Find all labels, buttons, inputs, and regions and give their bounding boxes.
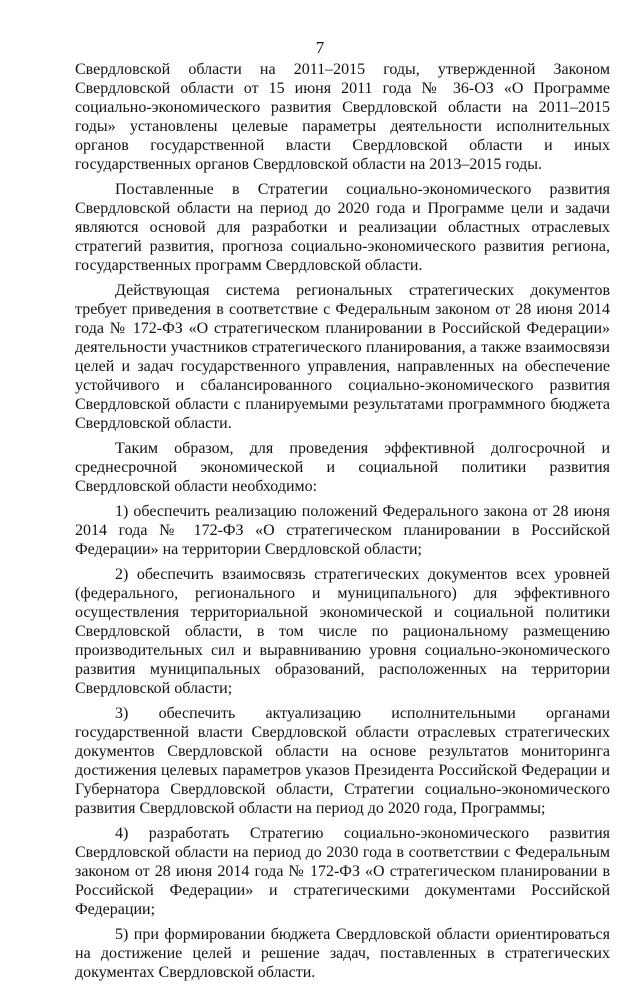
- list-item: 4) разработать Стратегию социально-экономического развития Свердловской области на период до 2030 года в соответствии с Федеральным законом от 28 июня 2014 года № 172-ФЗ «О стратегическом планировании в Российской Федерации» и стратегическими документами Российской Федерации;: [75, 825, 610, 918]
- list-item: 3) обеспечить актуализацию исполнительными органами государственной власти Свердловской области отраслевых стратегических документов Свердловской области на основе результатов мониторинга достижения целевых параметров указов Президента Российской Федерации и Губернатора Свердловской области, Стратегии социально-экономического развития Свердловской области на период до 2020 года, Программы;: [75, 705, 610, 817]
- document-body: [75, 60, 610, 988]
- paragraph: Поставленные в Стратегии социально-экономического развития Свердловской области на период до 2020 года и Программе цели и задачи являются основой для разработки и реализации областных отраслевых стратегий развития, прогноза социально-экономического развития региона, государственных программ Свердловской области.: [75, 181, 610, 274]
- paragraph: Свердловской области на 2011–2015 годы, утвержденной Законом Свердловской области от 15 июня 2011 года № 36-ОЗ «О Программе социально-экономического развития Свердловской области на 2011–2015 годы» установлены целевые параметры деятельности исполнительных органов государственной власти Свердловской области и иных государственных органов Свердловской области на 2013–2015 годы.: [75, 61, 610, 173]
- paragraph: Действующая система региональных стратегических документов требует приведения в соответствие с Федеральным законом от 28 июня 2014 года № 172-ФЗ «О стратегическом планировании в Российской Федерации» деятельности участников стратегического планирования, а также взаимосвязи целей и задач государственного управления, направленных на обеспечение устойчивого и сбалансированного социально-экономического развития Свердловской области с планируемыми результатами программного бюджета Свердловской области.: [75, 282, 610, 432]
- list-item: 2) обеспечить взаимосвязь стратегических документов всех уровней (федерального, регионального и муниципального) для эффективного осуществления территориальной экономической и социальной политики Свердловской области, в том числе по рациональному размещению производительных сил и выравниванию уровня социально-экономического развития муниципальных образований, расположенных на территории Свердловской области;: [75, 566, 610, 697]
- list-item: 5) при формировании бюджета Свердловской области ориентироваться на достижение целей и решение задач, поставленных в стратегических документах Свердловской области.: [75, 926, 610, 981]
- page-number: 7: [315, 38, 325, 57]
- list-item: 1) обеспечить реализацию положений Федерального закона от 28 июня 2014 года № 172-ФЗ «О стратегическом планировании в Российской Федерации» на территории Свердловской области;: [75, 503, 610, 558]
- paragraph: Таким образом, для проведения эффективной долгосрочной и среднесрочной экономической и социальной политики развития Свердловской области необходимо:: [75, 440, 610, 495]
